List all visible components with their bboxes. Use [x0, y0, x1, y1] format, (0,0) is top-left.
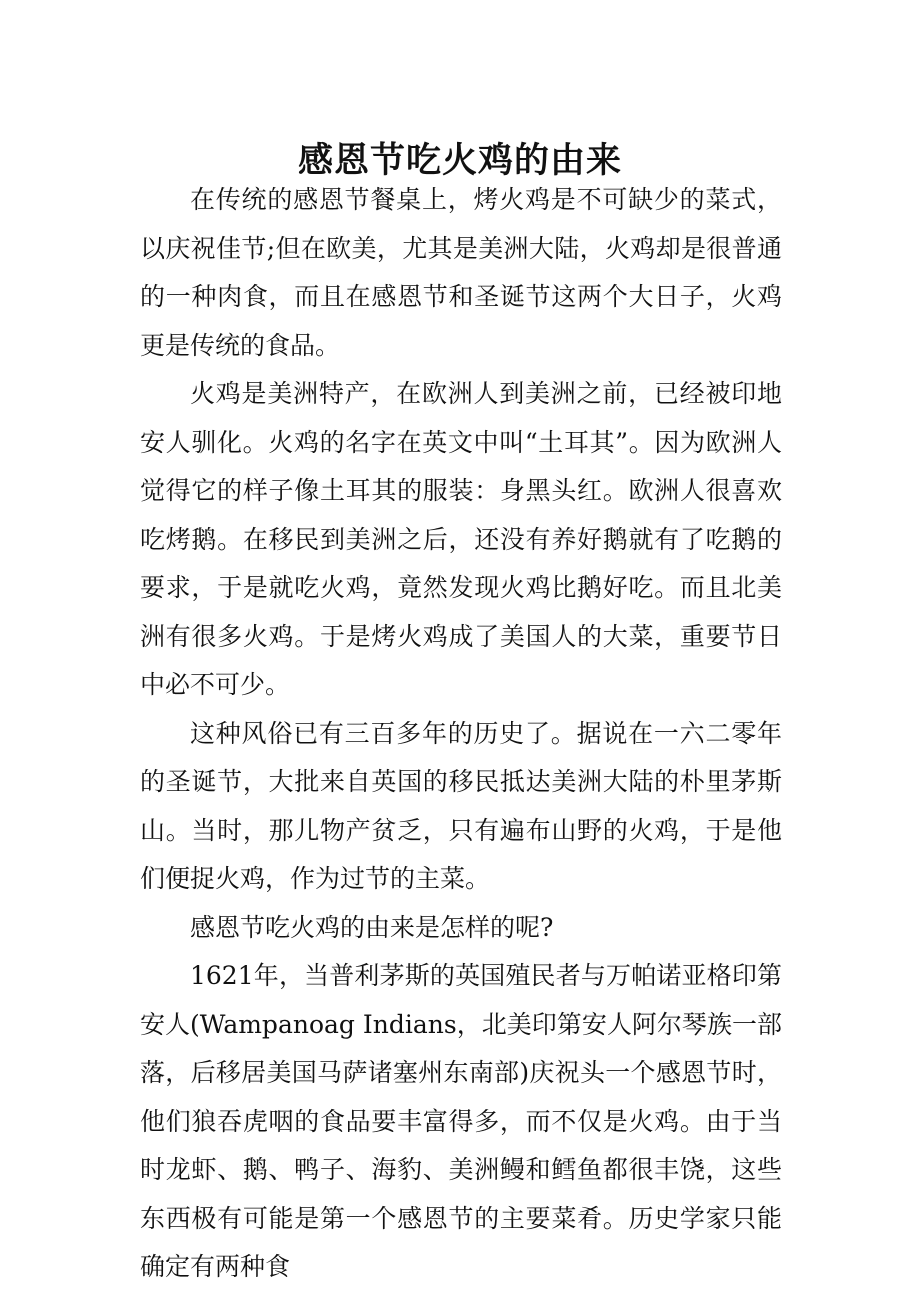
document-body [140, 176, 782, 1292]
paragraph-2: 火鸡是美洲特产，在欧洲人到美洲之前，已经被印地安人驯化。火鸡的名字在英文中叫“土耳其”。因为欧洲人觉得它的样子像土耳其的服装：身黑头红。欧洲人很喜欢吃烤鹅。在移民到美洲之后，还没有养好鹅就有了吃鹅的要求，于是就吃火鸡，竟然发现火鸡比鹅好吃。而且北美洲有很多火鸡。于是烤火鸡成了美国人的大菜，重要节日中必不可少。 [140, 379, 782, 699]
paragraph-1: 在传统的感恩节餐桌上，烤火鸡是不可缺少的菜式，以庆祝佳节;但在欧美，尤其是美洲大陆，火鸡却是很普通的一种肉食，而且在感恩节和圣诞节这两个大日子，火鸡更是传统的食品。 [140, 185, 782, 360]
paragraph-5: 1621年，当普利茅斯的英国殖民者与万帕诺亚格印第安人(Wampanoag Indians，北美印第安人阿尔琴族一部落，后移居美国马萨诸塞州东南部)庆祝头一个感恩节时，他们狼吞虎咽的食品要丰富得多，而不仅是火鸡。由于当时龙虾、鹅、鸭子、海豹、美洲鳗和鳕鱼都很丰饶，这些东西极有可能是第一个感恩节的主要菜肴。历史学家只能确定有两种食 [140, 961, 782, 1281]
document-title: 感恩节吃火鸡的由来 [297, 140, 622, 182]
paragraph-4: 感恩节吃火鸡的由来是怎样的呢? [190, 912, 554, 942]
paragraph-3: 这种风俗已有三百多年的历史了。据说在一六二零年的圣诞节，大批来自英国的移民抵达美洲大陆的朴里茅斯山。当时，那儿物产贫乏，只有遍布山野的火鸡，于是他们便捉火鸡，作为过节的主菜。 [140, 718, 782, 893]
